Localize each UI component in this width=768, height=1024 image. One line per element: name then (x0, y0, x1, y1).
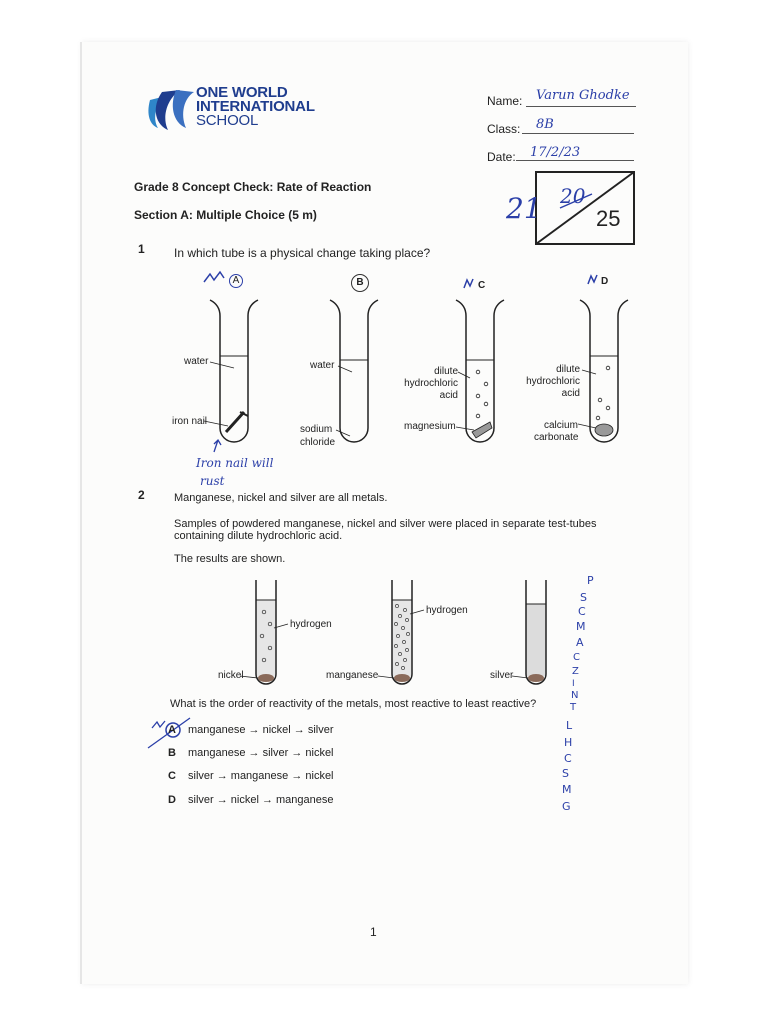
date-label: Date: (487, 150, 516, 164)
q1-c-acid-label3: acid (439, 390, 458, 401)
q2-option-b-letter[interactable]: B (168, 747, 176, 759)
side-note-0: P (587, 574, 594, 587)
date-value: 17/2/23 (530, 145, 581, 160)
q2-option-c-letter[interactable]: C (168, 770, 176, 782)
school-name-line2: INTERNATIONAL (196, 98, 315, 115)
q2-number: 2 (138, 488, 145, 502)
q2-hydrogen-label1: hydrogen (290, 619, 332, 630)
q1-b-salt-label2: chloride (300, 437, 336, 448)
side-note-7: I (572, 679, 575, 689)
side-note-13: S (562, 767, 569, 780)
q2-option-d-letter[interactable]: D (168, 794, 176, 806)
school-name-line1: ONE WORLD (196, 84, 288, 101)
side-note-9: T (570, 702, 577, 713)
q1-note-line1: Iron nail will (196, 456, 274, 470)
side-note-10: L (566, 719, 573, 732)
q1-note-line2: rust (200, 474, 225, 488)
q1-b-salt-label1: sodium (300, 424, 333, 435)
q1-letter-b: B (351, 274, 369, 292)
score-total: 25 (596, 206, 621, 231)
score-awarded: 21 (506, 192, 542, 225)
q1-a-water-label: water (184, 356, 209, 367)
side-note-12: C (564, 752, 572, 765)
side-note-6: Z (572, 666, 579, 677)
q2-option-a-letter[interactable]: A (168, 724, 176, 736)
q1-letter-c: C (478, 280, 486, 291)
side-note-14: M (562, 783, 572, 796)
q1-d-acid-label1: dilute (556, 364, 580, 375)
q2-nickel-label: nickel (218, 670, 244, 681)
class-label: Class: (487, 122, 521, 136)
q1-d-acid-label3: acid (561, 388, 580, 399)
score-crossed: 20 (560, 184, 586, 208)
q2-line1: Manganese, nickel and silver are all metals. (174, 492, 388, 504)
page-number: 1 (370, 925, 377, 939)
name-label: Name: (487, 94, 523, 108)
q2-option-a-text[interactable]: manganese → nickel → silver (188, 724, 334, 736)
q1-d-acid-label2: hydrochloric (526, 376, 580, 387)
q1-b-water-label: water (310, 360, 335, 371)
q1-c-acid-label2: hydrochloric (404, 378, 458, 389)
section-heading: Section A: Multiple Choice (5 m) (134, 208, 317, 222)
q2-hydrogen-label2: hydrogen (426, 605, 468, 616)
q1-c-acid-label1: dilute (434, 366, 458, 377)
q2-silver-label: silver (490, 670, 514, 681)
side-note-11: H (564, 736, 573, 749)
q1-letter-d: D (601, 276, 609, 287)
q2-option-d-text[interactable]: silver → nickel → manganese (188, 794, 334, 806)
side-note-5: C (573, 652, 580, 663)
side-note-8: N (571, 690, 579, 701)
q2-line2: Samples of powdered manganese, nickel and silver were placed in separate test-tubes (174, 518, 597, 530)
q1-c-metal-label: magnesium (404, 421, 456, 432)
q2-line4: The results are shown. (174, 553, 286, 565)
class-value: 8B (536, 117, 554, 132)
q2-question: What is the order of reactivity of the metals, most reactive to least reactive? (170, 698, 537, 710)
q1-letter-a: A (229, 274, 243, 288)
q2-line3: containing dilute hydrochloric acid. (174, 530, 343, 542)
q2-option-c-text[interactable]: silver → manganese → nickel (188, 770, 334, 782)
q1-text: In which tube is a physical change taking place? (174, 246, 431, 260)
worksheet-title: Grade 8 Concept Check: Rate of Reaction (134, 180, 372, 194)
q1-a-nail-label: iron nail (172, 416, 208, 427)
side-note-1: S (580, 591, 587, 604)
side-note-15: G (562, 800, 571, 813)
side-note-4: A (576, 636, 584, 649)
q1-d-solid-label1: calcium (544, 420, 578, 431)
side-note-3: M (576, 620, 586, 633)
q1-number: 1 (138, 242, 145, 256)
q1-d-solid-label2: carbonate (534, 432, 579, 443)
side-note-2: C (578, 605, 586, 618)
school-name-line3: SCHOOL (196, 112, 259, 129)
q2-option-b-text[interactable]: manganese → silver → nickel (188, 747, 334, 759)
q2-manganese-label: manganese (326, 670, 379, 681)
name-value: Varun Ghodke (536, 88, 630, 103)
